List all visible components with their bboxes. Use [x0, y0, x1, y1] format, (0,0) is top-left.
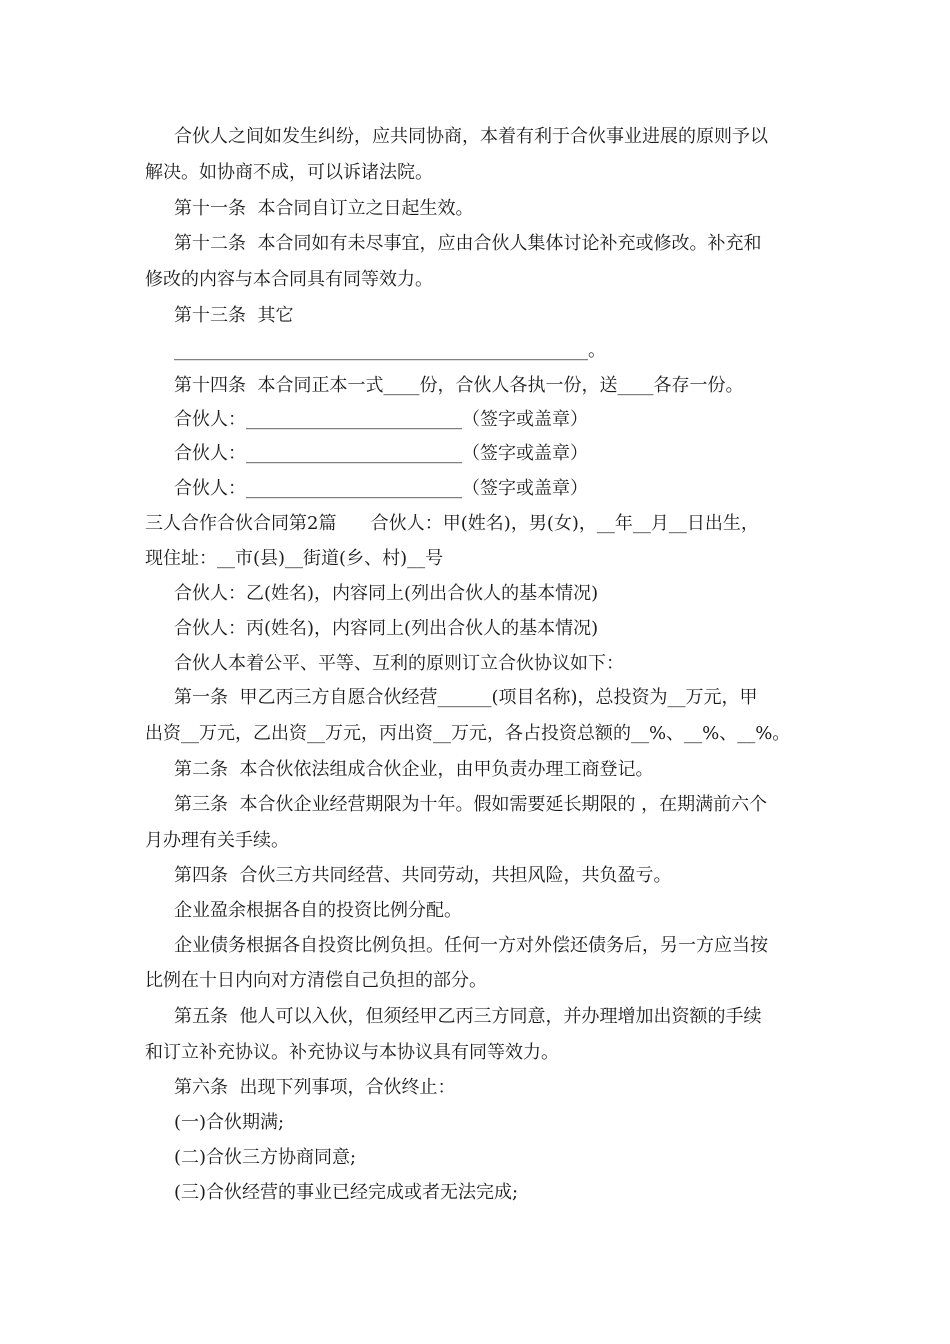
article-3: 第三条 本合伙企业经营期限为十年。假如需要延长期限的 ，在期满前六个: [174, 794, 768, 815]
paragraph-line: 月办理有关手续。: [145, 830, 289, 851]
clause-14: 第十四条 本合同正本一式____份，合伙人各执一份，送____各存一份。: [174, 375, 744, 396]
section-heading: 三人合作合伙合同第2篇 合伙人：甲(姓名)，男(女)，__年__月__日出生，: [145, 513, 759, 534]
signature-line: 合伙人：________________________（签字或盖章）: [174, 443, 588, 464]
list-item: (二)合伙三方协商同意;: [174, 1147, 357, 1168]
preamble: 合伙人本着公平、平等、互利的原则订立合伙协议如下：: [174, 653, 624, 674]
clause-11: 第十一条 本合同自订立之日起生效。: [174, 198, 474, 219]
signature-line: 合伙人：________________________（签字或盖章）: [174, 478, 588, 499]
paragraph-line: 企业盈余根据各自的投资比例分配。: [174, 900, 462, 921]
signature-line: 合伙人：________________________（签字或盖章）: [174, 409, 588, 430]
clause-13: 第十三条 其它: [174, 305, 294, 326]
partner-b: 合伙人：乙(姓名)，内容同上(列出合伙人的基本情况): [174, 583, 599, 604]
paragraph-line: 和订立补充协议。补充协议与本协议具有同等效力。: [145, 1042, 559, 1063]
clause-12: 第十二条 本合同如有未尽事宜，应由合伙人集体讨论补充或修改。补充和: [174, 233, 762, 254]
article-2: 第二条 本合伙依法组成合伙企业，由甲负责办理工商登记。: [174, 759, 654, 780]
blank-line: ______________________________________________。: [174, 340, 606, 361]
paragraph-line: 比例在十日内向对方清偿自己负担的部分。: [145, 970, 487, 991]
article-5: 第五条 他人可以入伙，但须经甲乙丙三方同意，并办理增加出资额的手续: [174, 1006, 762, 1027]
paragraph-line: 出资__万元，乙出资__万元，丙出资__万元，各占投资总额的__%、__%、__%。: [145, 723, 791, 744]
article-4: 第四条 合伙三方共同经营、共同劳动，共担风险，共负盈亏。: [174, 865, 672, 886]
list-item: (三)合伙经营的事业已经完成或者无法完成;: [174, 1182, 519, 1203]
paragraph-line: 合伙人之间如发生纠纷，应共同协商，本着有利于合伙事业进展的原则予以: [174, 126, 768, 147]
article-6: 第六条 出现下列事项，合伙终止：: [174, 1077, 456, 1098]
article-1: 第一条 甲乙丙三方自愿合伙经营______(项目名称)，总投资为__万元，甲: [174, 687, 758, 708]
paragraph-line: 企业债务根据各自投资比例负担。任何一方对外偿还债务后，另一方应当按: [174, 935, 768, 956]
list-item: (一)合伙期满;: [174, 1112, 285, 1133]
paragraph-line: 修改的内容与本合同具有同等效力。: [145, 269, 433, 290]
paragraph-line: 现住址：__市(县)__街道(乡、村)__号: [145, 548, 444, 569]
partner-c: 合伙人：丙(姓名)，内容同上(列出合伙人的基本情况): [174, 618, 599, 639]
paragraph-line: 解决。如协商不成，可以诉诸法院。: [145, 162, 433, 183]
